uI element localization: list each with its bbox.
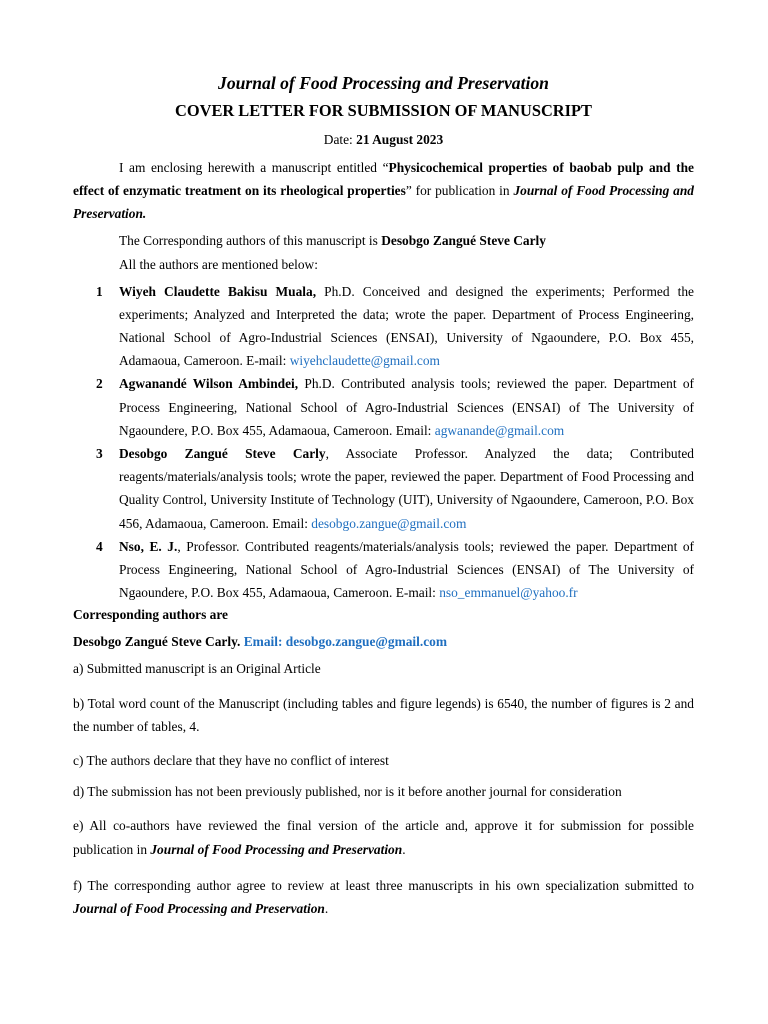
author-name: Wiyeh Claudette Bakisu Muala,	[119, 283, 317, 299]
cover-letter-page	[73, 72, 694, 934]
intro-text-1: I am enclosing herewith a manuscript entitled “	[119, 160, 389, 175]
statement-e-journal: Journal of Food Processing and Preservation	[150, 841, 403, 857]
author-email-link[interactable]: desobgo.zangue@gmail.com	[311, 515, 467, 531]
statement-d: d) The submission has not been previously published, nor is it before another journal for consideration	[73, 784, 622, 800]
corresponding-name: Desobgo Zangué Steve Carly	[381, 232, 546, 248]
statement-a: a) Submitted manuscript is an Original Article	[73, 661, 321, 677]
date-label: Date:	[323, 132, 357, 147]
date-value: 21 August 2023	[356, 132, 444, 147]
authors-intro: All the authors are mentioned below:	[119, 256, 318, 272]
statement-e-text: e) All co-authors have reviewed the final version of the article and, approve it for submission for possible publication in	[73, 818, 694, 857]
corresponding-author-line	[73, 232, 694, 250]
corresponding-contact	[73, 633, 694, 651]
author-email-link[interactable]: agwanande@gmail.com	[434, 422, 565, 438]
corresponding-contact-name: Desobgo Zangué Steve Carly.	[73, 634, 244, 650]
statement-e	[73, 814, 694, 860]
author-body	[119, 442, 694, 535]
intro-text-2: ” for publication in	[405, 183, 514, 199]
author-item	[73, 535, 694, 605]
intro-journal: Journal of Food Processing and Preservation.	[73, 183, 695, 222]
journal-title: Journal of Food Processing and Preservation	[218, 73, 549, 93]
statement-f	[73, 874, 694, 920]
author-item	[73, 280, 694, 373]
author-details: Ph.D. Contributed analysis tools; reviewed the paper. Department of Process Engineering, National School of Agro-Industrial Sciences (ENSAI) of The University of Ngaoundere, P.O. Box 455, Adamaoua, Cameroon. Email:	[119, 376, 694, 438]
statement-e-end: .	[402, 841, 406, 857]
author-number: 4	[96, 538, 103, 554]
author-details: , Associate Professor. Analyzed the data; Contributed reagents/materials/analysis tools; wrote the paper, reviewed the paper. Department of Food Processing and Quality Control, University Institute of Technology (UIT), University of Ngaoundere, Cameroon, P.O. Box 456, Adamaoua, Cameroon. Email:	[119, 446, 694, 531]
author-item	[73, 442, 694, 535]
author-number: 1	[96, 283, 103, 299]
author-name: Nso, E. J.	[119, 538, 178, 554]
authors-list	[73, 280, 694, 605]
author-number: 2	[96, 376, 103, 392]
statement-f-journal: Journal of Food Processing and Preservation	[73, 901, 325, 917]
author-email-link[interactable]: wiyehclaudette@gmail.com	[289, 353, 440, 369]
author-number: 3	[96, 446, 103, 462]
author-details: Ph.D. Conceived and designed the experiments; Performed the experiments; Analyzed and Interpreted the data; wrote the paper. Department of Process Engineering, National School of Agro-Industrial Sciences (ENSAI), University of Ngaoundere, P.O. Box 455, Adamaoua, Cameroon. E-mail:	[119, 283, 695, 369]
corresponding-heading: Corresponding authors are	[73, 607, 228, 623]
statement-f-text: f) The corresponding author agree to review at least three manuscripts in his own specialization submitted to	[73, 878, 694, 894]
manuscript-title: Physicochemical properties of baobab pulp and the effect of enzymatic treatment on its rheological properties	[73, 160, 694, 199]
author-name: Agwanandé Wilson Ambindei,	[119, 376, 299, 392]
author-details: , Professor. Contributed reagents/materials/analysis tools; reviewed the paper. Department of Process Engineering, National School of Agro-Industrial Sciences (ENSAI) of The University of Ngaoundere, P.O. Box 455, Adamaoua, Cameroon. E-mail:	[119, 538, 694, 601]
statement-c: c) The authors declare that they have no conflict of interest	[73, 752, 389, 768]
author-body	[119, 280, 694, 373]
intro-paragraph	[73, 156, 694, 226]
corresponding-text: The Corresponding authors of this manuscript is	[119, 232, 382, 248]
corresponding-email-link[interactable]: Email: desobgo.zangue@gmail.com	[243, 634, 447, 650]
author-body	[119, 535, 694, 605]
statement-b: b) Total word count of the Manuscript (including tables and figure legends) is 6540, the number of figures is 2 and the number of tables, 4.	[73, 695, 694, 735]
author-body	[119, 372, 694, 442]
statement-f-end: .	[324, 901, 329, 917]
letter-title: COVER LETTER FOR SUBMISSION OF MANUSCRIPT	[175, 101, 592, 120]
date-line	[73, 131, 694, 149]
author-email-link[interactable]: nso_emmanuel@yahoo.fr	[439, 585, 578, 601]
author-name: Desobgo Zangué Steve Carly	[119, 446, 326, 462]
author-item	[73, 372, 694, 442]
